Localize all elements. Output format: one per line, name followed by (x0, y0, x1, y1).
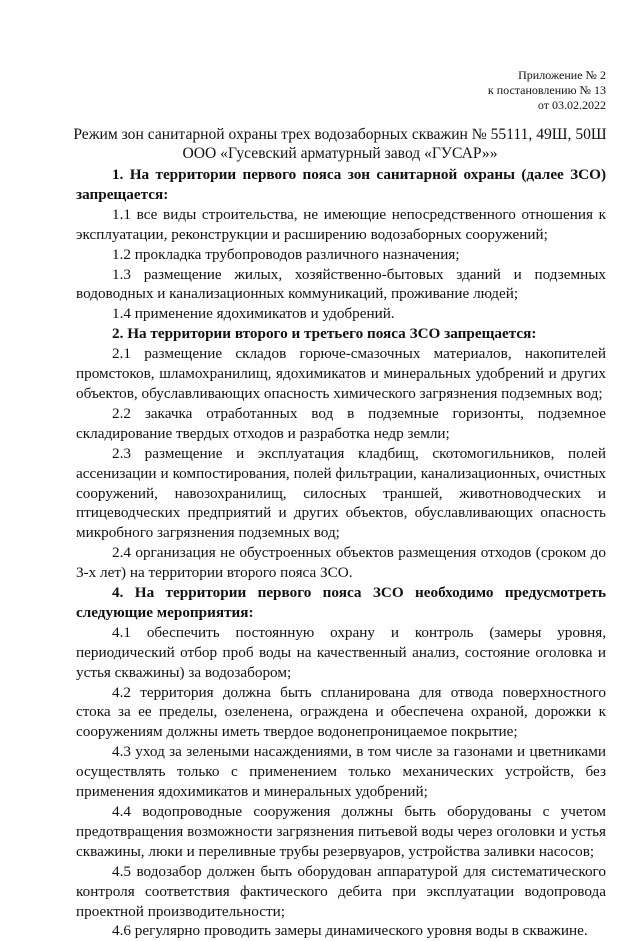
clause-1-2: 1.2 прокладка трубопроводов различного назначения; (112, 245, 460, 263)
clause-1-3: 1.3 размещение жилых, хозяйственно-бытовых зданий и подземных водоводных и канализационных коммуникаций, проживание людей; (76, 265, 606, 303)
appendix-number: Приложение № 2 (518, 68, 606, 82)
section-4-heading: 4. На территории первого пояса ЗСО необходимо предусмотреть следующие мероприятия: (76, 584, 606, 621)
clause-4-6: 4.6 регулярно проводить замеры динамического уровня воды в скважине. (112, 922, 588, 940)
document-body (76, 165, 606, 941)
clause-2-1: 2.1 размещение складов горюче-смазочных материалов, накопителей промстоков, шламохранилищ, ядохимикатов и минеральных удобрений и других объектов, обуславливающих опасность химического загрязнения подземных вод; (76, 345, 606, 402)
document-title (70, 125, 610, 163)
section-2-heading: 2. На территории второго и третьего пояса ЗСО запрещается: (112, 325, 537, 343)
clause-1-1: 1.1 все виды строительства, не имеющие непосредственного отношения к эксплуатации, реконструкции и расширению водозаборных сооружений; (76, 205, 606, 243)
title-line-1: Режим зон санитарной охраны трех водозаборных скважин № 55111, 49Ш, 50Ш (73, 126, 607, 143)
appendix-reference (488, 68, 606, 113)
clause-4-4: 4.4 водопроводные сооружения должны быть оборудованы с учетом предотвращения возможности загрязнения питьевой воды через оголовки и устья скважины, люки и переливные трубы резервуаров, устройства заливки насосов; (76, 803, 606, 860)
appendix-date: от 03.02.2022 (537, 98, 606, 112)
appendix-resolution: к постановлению № 13 (487, 83, 606, 97)
clause-2-3: 2.3 размещение и эксплуатация кладбищ, скотомогильников, полей ассенизации и компостирования, полей фильтрации, канализационных, очистных сооружений, навозохранилищ, силосных траншей, животноводческих и птицеводческих предприятий и других объектов, обуславливающих опасность микробного загрязнения подземных вод; (76, 444, 606, 542)
clause-2-2: 2.2 закачка отработанных вод в подземные горизонты, подземное складирование твердых отходов и разработка недр земли; (76, 404, 606, 442)
clause-4-2: 4.2 территория должна быть спланирована для отвода поверхностного стока за ее пределы, озеленена, ограждена и обеспечена охраной, дорожки к сооружениям должны иметь твердое водонепроницаемое покрытие; (76, 683, 606, 741)
section-1-heading: 1. На территории первого пояса зон санитарной охраны (далее ЗСО) запрещается: (76, 166, 606, 203)
clause-4-3: 4.3 уход за зелеными насаждениями, в том числе за газонами и цветниками осуществлять только с применением только механических устройств, без применения ядохимикатов и минеральных удобрений; (76, 743, 606, 801)
clause-4-1: 4.1 обеспечить постоянную охрану и контроль (замеры уровня, периодический отбор проб воды на качественный анализ, состояние оголовка и устья скважины) за водозабором; (76, 623, 606, 681)
clause-1-4: 1.4 применение ядохимикатов и удобрений. (112, 305, 395, 323)
clause-2-4: 2.4 организация не обустроенных объектов размещения отходов (сроком до 3-х лет) на территории второго пояса ЗСО. (76, 544, 606, 582)
clause-4-5: 4.5 водозабор должен быть оборудован аппаратурой для систематического контроля соответствия фактического дебита при эксплуатации водопровода проектной производительности; (76, 862, 606, 920)
title-line-2: ООО «Гусевский арматурный завод «ГУСАР»» (182, 145, 498, 162)
